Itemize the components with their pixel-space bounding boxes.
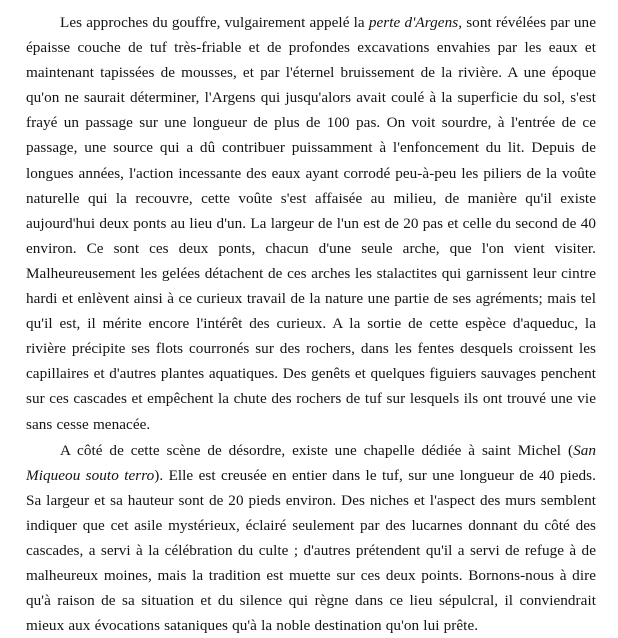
text-run: A côté de cette scène de désordre, existe une chapelle dédiée à saint Michel ( <box>60 441 574 459</box>
italic-text-run: San Miqueou souto terro <box>26 441 596 484</box>
text-run: Les approches du gouffre, vulgairement appelé la <box>60 14 369 31</box>
paragraph <box>26 438 596 638</box>
paragraph <box>26 10 596 437</box>
italic-text-run: perte d'Argens <box>368 14 459 31</box>
document-body <box>26 10 596 638</box>
text-run: ). Elle est creusée en entier dans le tuf, sur une longueur de 40 pieds. Sa largeur et sa hauteur sont de 20 pieds environ. Des niches et l'aspect des murs semblent indiquer que cet asile mystérieux, éclairé seulement par des lucarnes donnant du côté des cascades, a servi à la célébration du culte ; d'autres prétendent qu'il a servi de refuge à de malheureux moines, mais la tradition est muette sur ces deux points. Bornons-nous à dire qu'à raison de sa situation et du silence qui règne dans ce lieu sépulcral, il conviendrait mieux aux évocations sataniques qu'à la noble destination qu'on lui prête. <box>26 466 596 635</box>
text-run: , sont révélées par une épaisse couche de tuf très-friable et de profondes excavations envahies par les eaux et maintenant tapissées de mousses, et par l'éternel bruissement de la rivière. A une époque qu'on ne saurait déterminer, l'Argens qui jusqu'alors avait coulé à la superficie du sol, s'est frayé un passage sur une longueur de plus de 100 pas. On voit sourdre, à l'entrée de ce passage, une source qui a dû contribuer puissamment à l'enfoncement du lit. Depuis de longues années, l'action incessante des eaux ayant corrodé peu-à-peu les piliers de la voûte naturelle qui la recouvre, cette voûte s'est affaisée au milieu, de manière qu'il existe aujourd'hui deux ponts au lieu d'un. La largeur de l'un est de 20 pas et celle du second de 40 environ. Ce sont ces deux ponts, chacun d'une seule arche, que l'on vient visiter. Malheureusement les gelées détachent de ces arches les stalactites qui garnissent leur cintre hardi et enlèvent ainsi à ce curieux travail de la nature une partie de ses agréments; mais tel qu'il est, il mérite encore l'intérêt des curieux. A la sortie de cette espèce d'aqueduc, la rivière précipite ses flots courronés sur des rochers, dans les fentes desquels croissent les capillaires et d'autres plantes aquatiques. Des genêts et quelques figuiers sauvages penchent sur ces cascades et empêchent la chute des rochers de tuf sur lesquels ils ont trouvé une vie sans cesse menacée. <box>26 14 596 433</box>
